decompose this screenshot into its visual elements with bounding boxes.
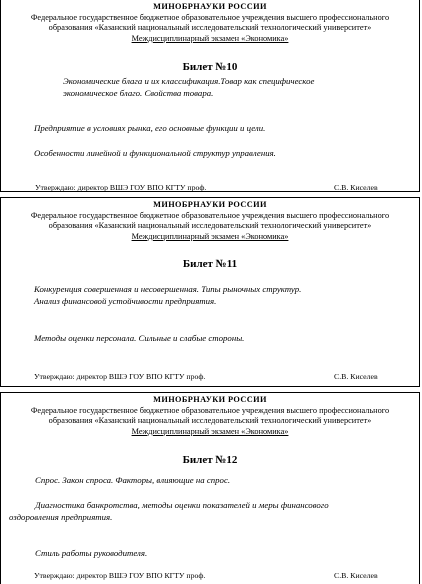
question-1-line-2: экономическое благо. Свойства товара. <box>63 88 214 98</box>
question-1-line-1: Конкуренция совершенная и несовершенная. Типы рыночных структур. <box>34 284 302 294</box>
exam-title: Междисциплинарный экзамен «Экономика» <box>131 231 289 241</box>
question-2: Методы оценки персонала. Сильные и слабые стороны. <box>34 333 245 343</box>
institution-line-1: Федеральное государственное бюджетное образовательное учреждения высшего профессионального <box>30 405 390 415</box>
institution-line-2: образования «Казанский национальный исследовательский технологический университет» <box>48 416 372 425</box>
institution-line-1: Федеральное государственное бюджетное образовательное учреждения высшего профессионального <box>30 210 390 220</box>
institution-line-2: образования «Казанский национальный исследовательский технологический университет» <box>48 221 372 230</box>
ticket-header <box>1 0 419 44</box>
question-1-line-2: Анализ финансовой устойчивости предприятия. <box>34 296 217 306</box>
ticket-12 <box>0 392 420 584</box>
approver-name: С.В. Киселев <box>334 571 378 580</box>
institution-line-1: Федеральное государственное бюджетное образовательное учреждения высшего профессионального <box>30 12 390 22</box>
question-2-line-1: Диагностика банкротства, методы оценки показателей и меры финансового <box>35 500 329 510</box>
ticket-title: Билет №12 <box>182 454 238 466</box>
approver-name: С.В. Киселев <box>334 372 378 381</box>
exam-title: Междисциплинарный экзамен «Экономика» <box>131 33 289 43</box>
question-1-line-1: Экономические блага и их классификация.Товар как специфическое <box>63 76 315 86</box>
ticket-title: Билет №10 <box>182 61 238 73</box>
ticket-11 <box>0 197 420 387</box>
approve-text: Утверждаю: директор ВШЭ ГОУ ВПО КГТУ проф. <box>34 571 206 580</box>
ticket-header <box>1 198 419 242</box>
question-3: Особенности линейной и функциональной структур управления. <box>34 148 276 158</box>
question-2-line-2: оздоровления предприятия. <box>9 512 113 522</box>
ticket-10 <box>0 0 420 192</box>
ticket-title: Билет №11 <box>182 258 238 270</box>
ticket-header <box>1 393 419 437</box>
question-1: Спрос. Закон спроса. Факторы, влияющие на спрос. <box>35 475 231 485</box>
approve-text: Утверждаю: директор ВШЭ ГОУ ВПО КГТУ проф. <box>35 183 207 192</box>
ministry-name: МИНОБРНАУКИ РОССИИ <box>153 395 267 404</box>
exam-title: Междисциплинарный экзамен «Экономика» <box>131 426 289 436</box>
question-2: Предприятие в условиях рынка, его основные функции и цели. <box>34 123 266 133</box>
approve-text: Утверждаю: директор ВШЭ ГОУ ВПО КГТУ проф. <box>34 372 206 381</box>
institution-line-2: образования «Казанский национальный исследовательский технологический университет» <box>48 23 372 32</box>
question-3: Стиль работы руководителя. <box>35 548 148 558</box>
ministry-name: МИНОБРНАУКИ РОССИИ <box>153 2 267 11</box>
approver-name: С.В. Киселев <box>334 183 378 192</box>
ministry-name: МИНОБРНАУКИ РОССИИ <box>153 200 267 209</box>
